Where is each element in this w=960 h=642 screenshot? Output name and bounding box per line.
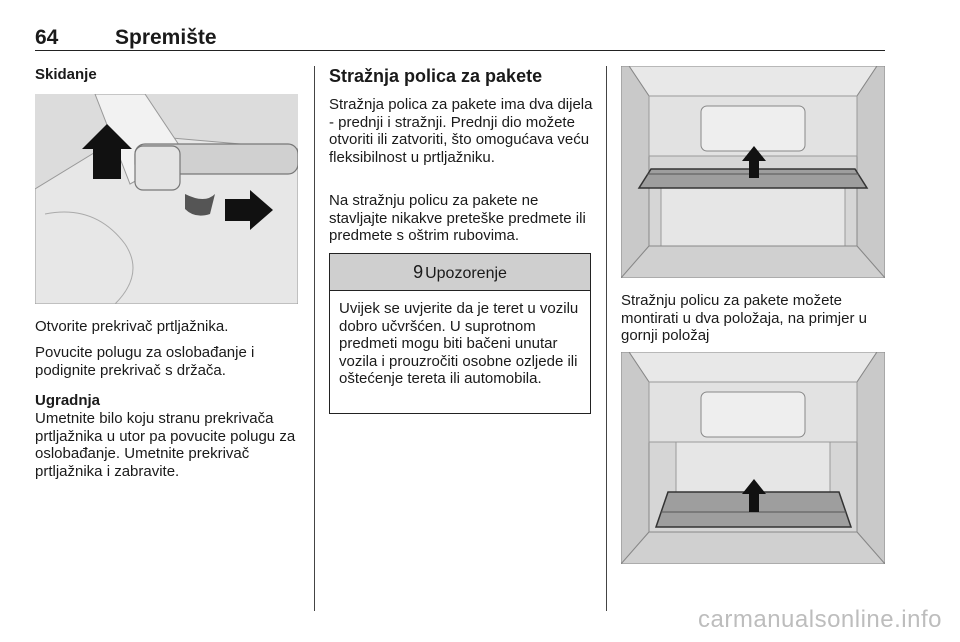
removal-step-open: Otvorite prekrivač prtljažnika. — [35, 318, 229, 335]
section-heading-installation: Ugradnja — [35, 392, 101, 409]
parcel-shelf-lower-figure — [621, 352, 885, 564]
parcel-shelf-description: Stražnja polica za pakete ima dva dijela - prednji i stražnji. Prednji dio možete otvoriti ili zatvoriti, što omogućava veću fleksibilnost u prtljažniku. — [329, 96, 593, 166]
removal-step-pull: Povucite polugu za oslobađanje i podignite prekrivač s držača. — [35, 344, 255, 379]
page-number: 64 — [35, 26, 59, 49]
page-header — [35, 22, 885, 51]
warning-text: Uvijek se uvjerite da je teret u vozilu dobro učvršćen. U suprotnom predmeti mogu biti bačeni unutar vozila i prouzročiti osobne ozljede ili oštećenje tereta ili automobila. — [339, 300, 579, 387]
installation-text: Umetnite bilo koju stranu prekrivača prtljažnika u utor pa povucite polugu za oslobađanje. Umetnite prekrivač prtljažnika i zabravite. — [35, 410, 296, 480]
chapter-title: Spremište — [115, 26, 217, 49]
section-heading-parcel-shelf: Stražnja polica za pakete — [329, 66, 543, 86]
warning-title: Upozorenje — [425, 265, 507, 282]
parcel-shelf-caution: Na stražnju policu za pakete ne stavljajte nikakve preteške predmete ili predmete s oštrim rubovima. — [329, 192, 586, 244]
warning-header — [330, 254, 590, 291]
column-divider-left — [314, 66, 315, 611]
parcel-shelf-upper-figure — [621, 66, 885, 278]
warning-box — [329, 253, 591, 414]
section-heading-removal: Skidanje — [35, 66, 97, 83]
shelf-position-text: Stražnju policu za pakete možete montirati u dva položaja, na primjer u gornji položaj — [621, 292, 867, 344]
trunk-cover-removal-figure — [35, 94, 298, 304]
watermark: carmanualsonline.info — [698, 606, 942, 633]
column-divider-right — [606, 66, 607, 611]
warning-icon: 9 — [413, 262, 424, 282]
